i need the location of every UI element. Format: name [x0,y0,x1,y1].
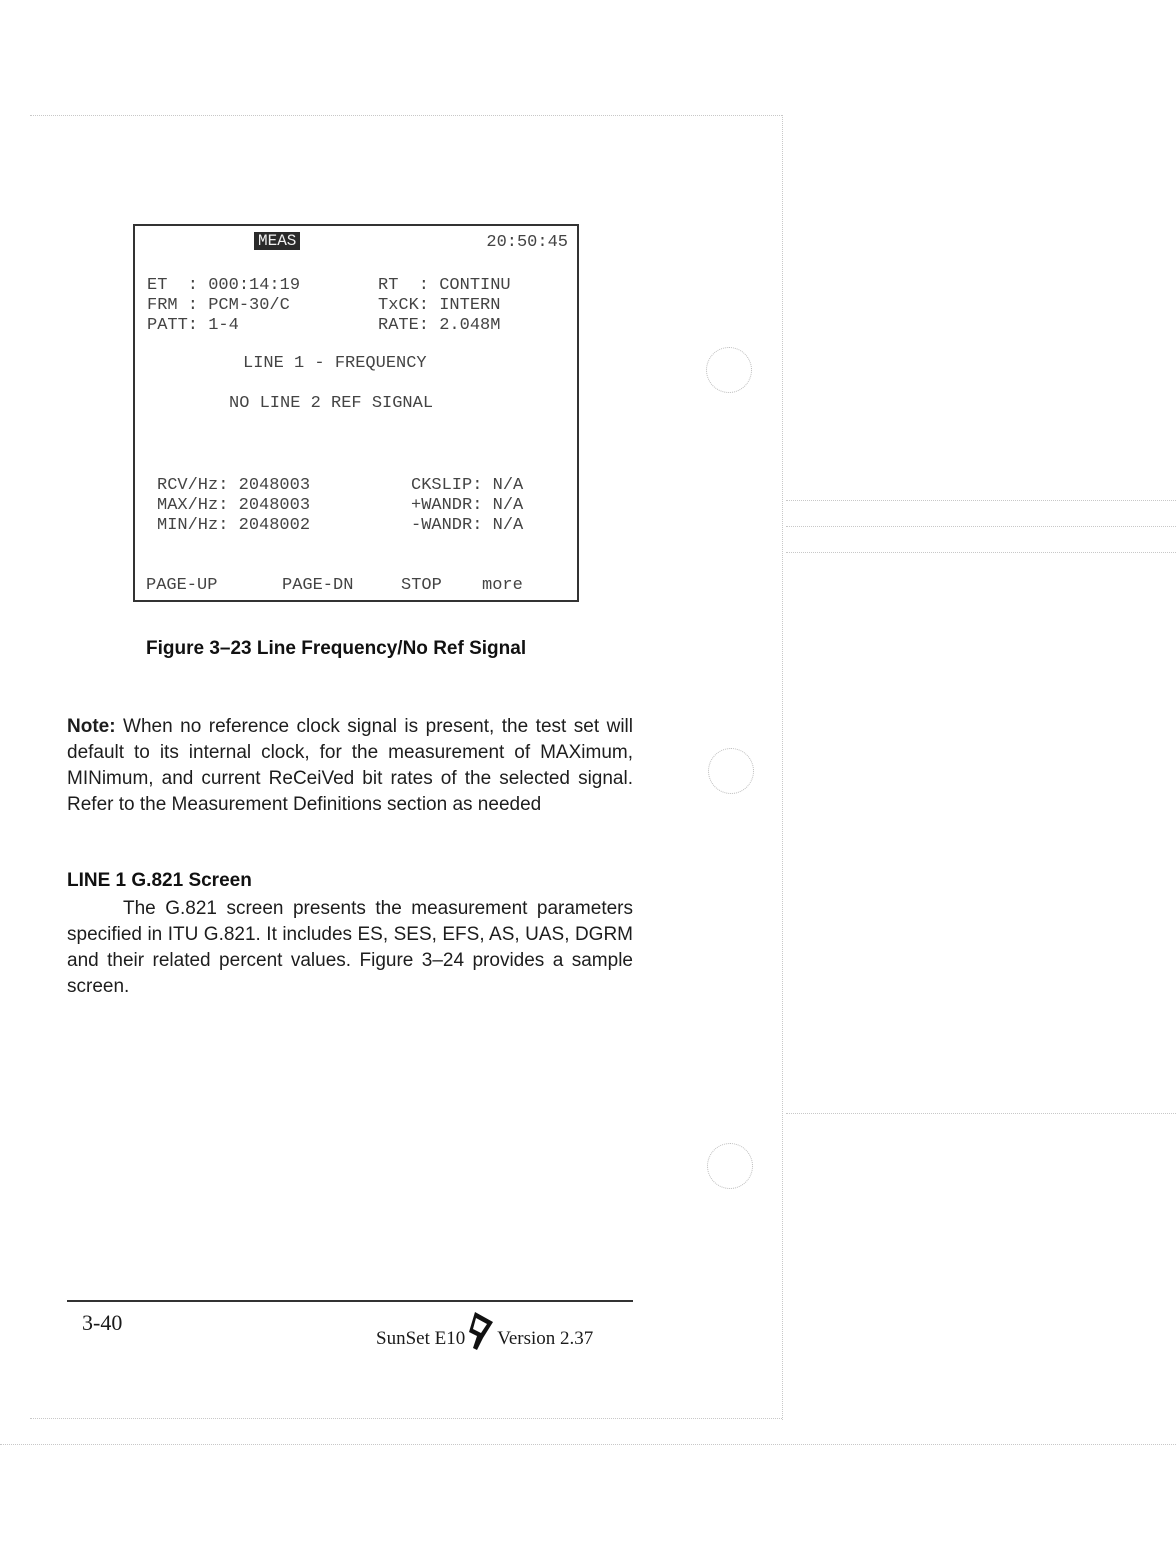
punch-hole-top [706,347,752,393]
scan-edge-bottom-outer [0,1444,1176,1445]
product-name: SunSet E10 [376,1328,466,1349]
page-number: 3-40 [82,1310,123,1335]
product-version [376,1312,593,1356]
punch-hole-bottom [707,1143,753,1189]
status-rate: RATE: 2.048M [378,316,501,335]
status-patt: PATT: 1-4 [147,316,239,335]
screen-message: NO LINE 2 REF SIGNAL [229,394,434,413]
note-text: When no reference clock signal is present, the test set will default to its internal clock, for the measurement of MAXimum, MINimum, and current ReCeiVed bit rates of the selected signal. Refer to the Measurement Definitions section as needed [67,716,633,815]
scan-edge-right [782,115,783,1420]
status-frm: FRM : PCM-30/C [147,296,290,315]
footer-rule [67,1300,633,1302]
meas-pos-wander: +WANDR: N/A [411,496,524,515]
screen-clock: 20:50:45 [486,233,568,252]
fkey-page-dn[interactable]: PAGE-DN [282,576,354,595]
section-body: The G.821 screen presents the measurement parameters specified in ITU G.821. It includes ES, SES, EFS, AS, UAS, DGRM and their related percent values. Figure 3–24 provides a sample screen. [67,898,633,997]
product-version-text: Version 2.37 [497,1328,594,1349]
screen-title: LINE 1 - FREQUENCY [243,354,427,373]
meas-min: MIN/Hz: 2048002 [157,516,311,535]
lcd-screen-figure [133,224,579,602]
status-et: ET : 000:14:19 [147,276,301,295]
meas-mode-label: MEAS [254,232,300,250]
meas-neg-wander: -WANDR: N/A [411,516,524,535]
meas-max: MAX/Hz: 2048003 [157,496,311,515]
function-key-bar [135,576,577,598]
meas-rcv: RCV/Hz: 2048003 [157,476,311,495]
note-paragraph [67,714,633,818]
scan-edge-bottom [30,1418,782,1419]
section-heading: LINE 1 G.821 Screen [67,870,252,891]
scan-edge-top [30,115,782,116]
status-txck: TxCK: INTERN [378,296,501,315]
figure-caption: Figure 3–23 Line Frequency/No Ref Signal [146,638,527,659]
note-label: Note: [67,716,116,737]
fkey-page-up[interactable]: PAGE-UP [146,576,218,595]
meas-ckslip: CKSLIP: N/A [411,476,524,495]
scan-mark-2 [786,526,1176,527]
fkey-stop[interactable]: STOP [401,576,442,595]
punch-hole-middle [708,748,754,794]
scan-mark-1 [786,500,1176,501]
status-rt: RT : CONTINU [378,276,511,295]
scan-mark-4 [786,1113,1176,1114]
handset-logo-icon [467,1312,493,1356]
scan-mark-3 [786,552,1176,553]
fkey-more[interactable]: more [482,576,523,595]
